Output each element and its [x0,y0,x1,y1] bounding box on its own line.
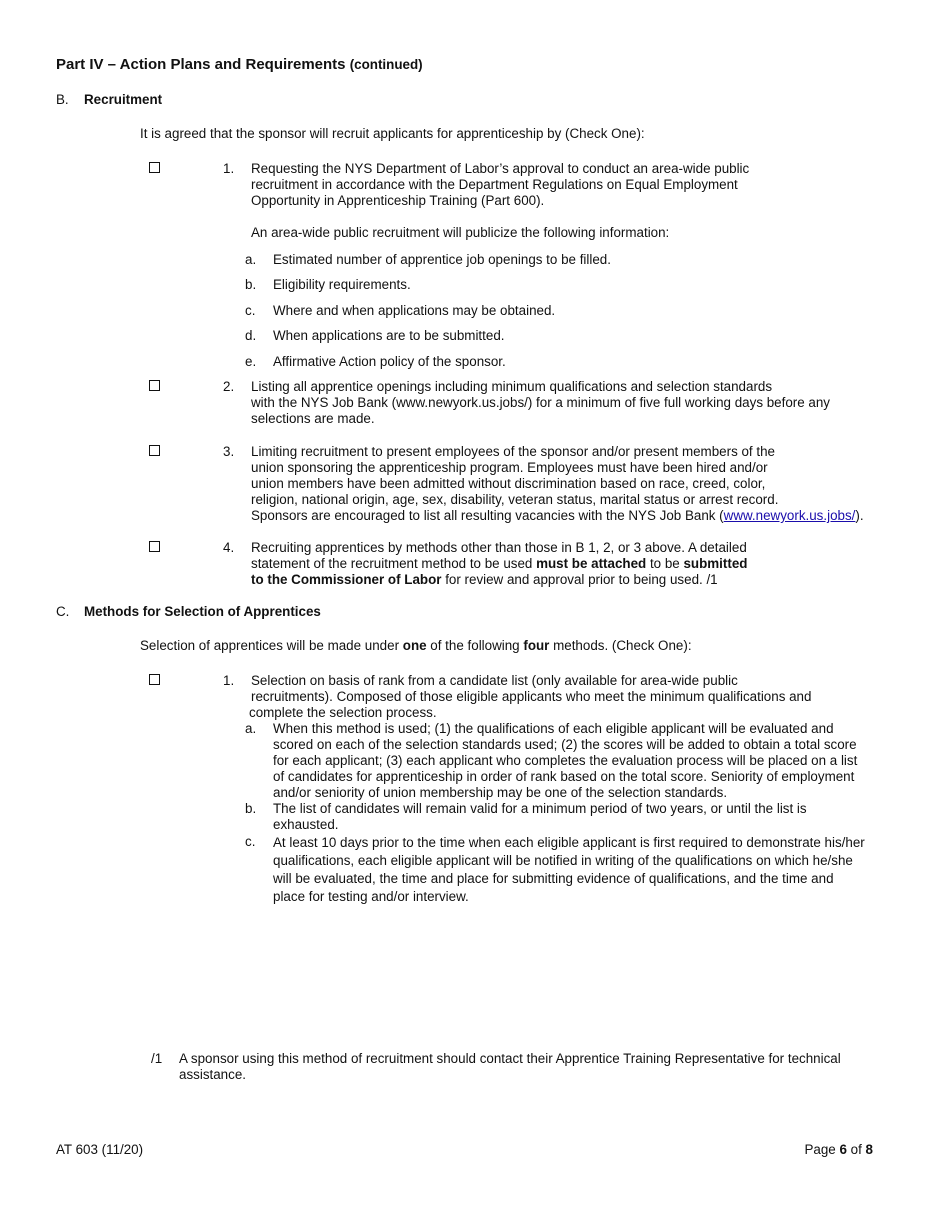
job-bank-link[interactable]: www.newyork.us.jobs/ [723,508,856,523]
subitem-text: Affirmative Action policy of the sponsor. [273,354,506,369]
selection-subitem-letter: c. [245,834,256,849]
subitem-text: Where and when applications may be obtained. [273,303,556,318]
subitem-letter: e. [245,354,257,369]
recruitment-option-2-text: Listing all apprentice openings including minimum qualifications and selection standards with the NYS Job Bank (www.newyork.us.jobs/) for a minimum of five full working days before any selections are made. [251,379,831,426]
recruitment-option-2-num: 2. [223,379,235,394]
recruitment-option-4-text: Recruiting apprentices by methods other than those in B 1, 2, or 3 above. A detailed statement of the recruitment method to be used must be attached to be submitted to the Commissioner of Labor for review and approval prior to being used. /1 [251,540,748,587]
section-c-letter: C. [56,604,70,619]
selection-subitem-text: The list of candidates will remain valid for a minimum period of two years, or until the list is exhausted. [273,801,807,832]
recruitment-option-3-num: 3. [223,444,235,459]
page-number: Page 6 of 8 [804,1142,873,1157]
recruitment-option-1-num: 1. [223,161,235,176]
recruitment-option-1-checkbox[interactable] [149,162,160,173]
subitem-text: Estimated number of apprentice job openings to be filled. [273,252,611,267]
recruitment-option-1-subintro: An area-wide public recruitment will publicize the following information: [251,225,670,240]
subitem-text: When applications are to be submitted. [273,328,505,343]
selection-subitem-text: At least 10 days prior to the time when each eligible applicant is first required to demonstrate his/her qualifications, each eligible applicant will be notified in writing of the qualifications on which he/she will be evaluated, the time and place for submitting evidence of qualifications, and the time and place for testing and/or interview. [273,835,865,904]
selection-subitem-letter: a. [245,721,257,736]
footnote-text: A sponsor using this method of recruitment should contact their Apprentice Training Representative for technical assistance. [179,1051,841,1082]
section-b-title: Recruitment [84,92,163,107]
selection-subitem-text: When this method is used; (1) the qualifications of each eligible applicant will be evaluated and scored on each of the selection standards used; (2) the scores will be added to obtain a total score for each applicant; (3) each applicant who completes the evaluation process will be placed on a list of candidates for apprenticeship in order of rank based on the total score. Seniority of employment and/or seniority of union membership may be one of the selection standards. [273,721,858,800]
recruitment-option-2-checkbox[interactable] [149,380,160,391]
title-suffix: (continued) [349,57,423,72]
subitem-letter: c. [245,303,256,318]
section-c-title: Methods for Selection of Apprentices [84,604,321,619]
recruitment-option-4-checkbox[interactable] [149,541,160,552]
recruitment-option-3-checkbox[interactable] [149,445,160,456]
recruitment-option-4-num: 4. [223,540,235,555]
subitem-text: Eligibility requirements. [273,277,411,292]
selection-method-1-text: Selection on basis of rank from a candidate list (only available for area-wide public recruitments). Composed of those eligible applicants who meet the minimum qualifications and complete the selection process. [249,673,812,720]
section-c-intro: Selection of apprentices will be made under one of the following four methods. (Check One): [140,638,692,653]
subitem-letter: b. [245,277,257,292]
selection-method-1-checkbox[interactable] [149,674,160,685]
footnote-marker: /1 [151,1051,163,1066]
recruitment-option-1-text: Requesting the NYS Department of Labor’s approval to conduct an area-wide public recruitment in accordance with the Department Regulations on Equal Employment Opportunity in Apprenticeship Training (Part 600). [251,161,750,208]
recruitment-option-3-text: Limiting recruitment to present employees of the sponsor and/or present members of the union sponsoring the apprenticeship program. Employees must have been hired and/or union members have been admitted without discrimination based on race, creed, color, religion, national origin, age, sex, disability, veteran status, marital status or arrest record. Sponsors are encouraged to list all resulting vacancies with the NYS Job Bank (www.newyork.us.jobs/). [251,444,864,523]
form-id: AT 603 (11/20) [56,1142,144,1157]
selection-subitem-letter: b. [245,801,257,816]
section-b-intro: It is agreed that the sponsor will recruit applicants for apprenticeship by (Check One): [140,126,645,141]
subitem-letter: a. [245,252,257,267]
section-b-letter: B. [56,92,69,107]
selection-method-1-num: 1. [223,673,235,688]
subitem-letter: d. [245,328,257,343]
page-title: Part IV – Action Plans and Requirements (continued) [56,56,423,73]
